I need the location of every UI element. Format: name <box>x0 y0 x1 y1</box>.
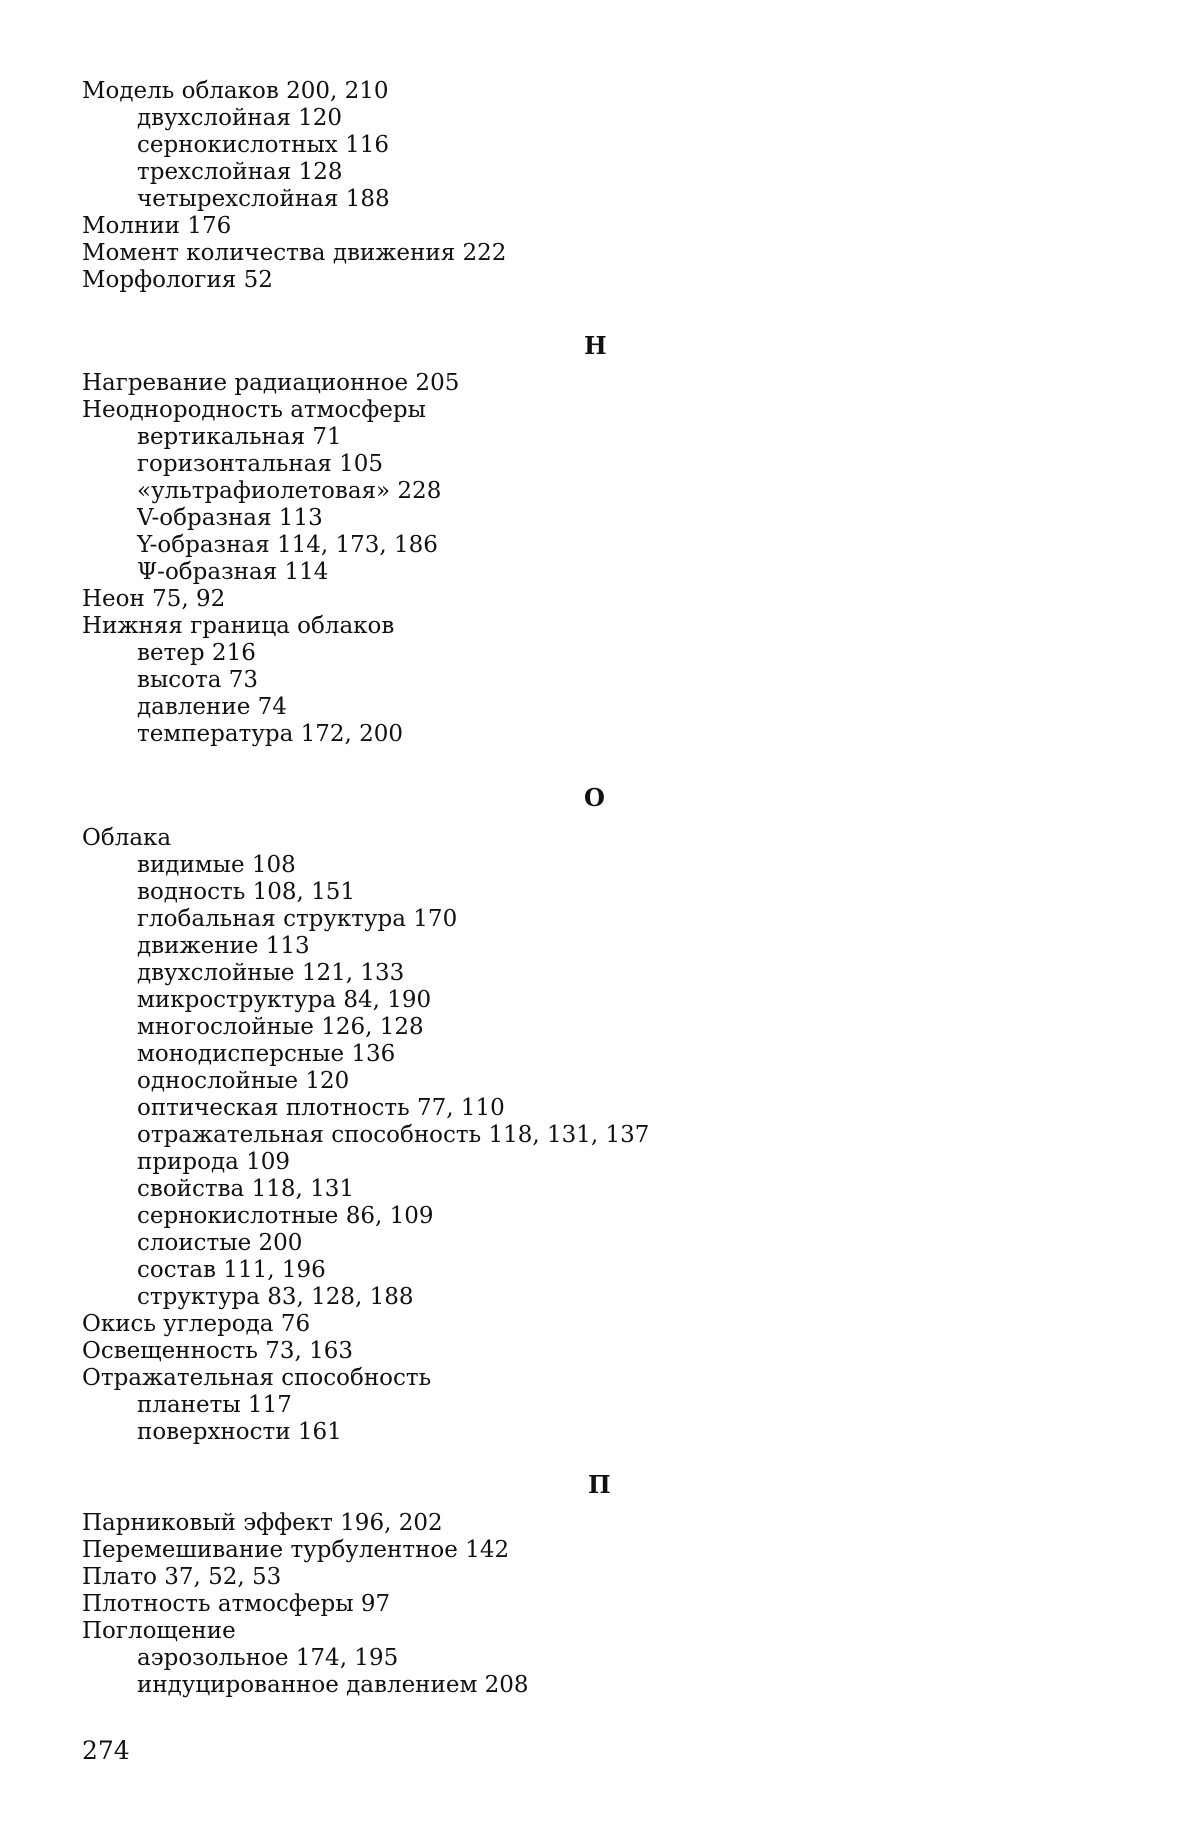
index-entry: Плато 37, 52, 53 <box>82 1564 282 1590</box>
index-subentry: водность 108, 151 <box>137 879 355 905</box>
index-subentry: Ψ-образная 114 <box>137 559 329 585</box>
index-subentry: однослойные 120 <box>137 1068 350 1094</box>
index-subentry: давление 74 <box>137 694 287 720</box>
section-letter-p: П <box>588 1470 611 1499</box>
index-entry: Нижняя граница облаков <box>82 613 395 639</box>
index-subentry: сернокислотные 86, 109 <box>137 1203 434 1229</box>
index-subentry: движение 113 <box>137 933 310 959</box>
index-subentry: слоистые 200 <box>137 1230 303 1256</box>
index-entry: Молнии 176 <box>82 213 232 239</box>
index-subentry: Y-образная 114, 173, 186 <box>137 532 438 558</box>
index-section-o <box>82 825 1082 1446</box>
index-entry: Окись углерода 76 <box>82 1311 311 1337</box>
index-entry: Плотность атмосферы 97 <box>82 1591 391 1617</box>
index-subentry: свойства 118, 131 <box>137 1176 355 1202</box>
index-subentry: трехслойная 128 <box>137 159 343 185</box>
index-subentry: вертикальная 71 <box>137 424 342 450</box>
page-number: 274 <box>82 1736 130 1765</box>
index-subentry: высота 73 <box>137 667 258 693</box>
section-letter-n: Н <box>584 331 607 360</box>
index-subentry: состав 111, 196 <box>137 1257 326 1283</box>
index-entry: Перемешивание турбулентное 142 <box>82 1537 510 1563</box>
index-entry: Облака <box>82 825 172 851</box>
index-entry: Парниковый эффект 196, 202 <box>82 1510 443 1536</box>
index-subentry: аэрозольное 174, 195 <box>137 1645 399 1671</box>
index-subentry: отражательная способность 118, 131, 137 <box>137 1122 650 1148</box>
index-entry: Отражательная способность <box>82 1365 432 1391</box>
index-subentry: структура 83, 128, 188 <box>137 1284 414 1310</box>
index-subentry: многослойные 126, 128 <box>137 1014 424 1040</box>
index-subentry: монодисперсные 136 <box>137 1041 396 1067</box>
index-subentry: горизонтальная 105 <box>137 451 384 477</box>
index-subentry: планеты 117 <box>137 1392 292 1418</box>
index-section-m <box>82 78 1082 294</box>
index-subentry: сернокислотных 116 <box>137 132 389 158</box>
index-entry: Момент количества движения 222 <box>82 240 507 266</box>
index-subentry: ветер 216 <box>137 640 256 666</box>
index-entry: Неоднородность атмосферы <box>82 397 426 423</box>
index-subentry: двухслойная 120 <box>137 105 343 131</box>
index-subentry: четырехслойная 188 <box>137 186 390 212</box>
index-entry: Морфология 52 <box>82 267 273 293</box>
index-entry: Модель облаков 200, 210 <box>82 78 389 104</box>
index-subentry: природа 109 <box>137 1149 291 1175</box>
index-entry: Поглощение <box>82 1618 236 1644</box>
index-entry: Неон 75, 92 <box>82 586 226 612</box>
index-subentry: температура 172, 200 <box>137 721 404 747</box>
index-entry: Освещенность 73, 163 <box>82 1338 354 1364</box>
index-entry: Нагревание радиационное 205 <box>82 370 460 396</box>
index-subentry: V-образная 113 <box>137 505 323 531</box>
index-subentry: видимые 108 <box>137 852 296 878</box>
index-subentry: индуцированное давлением 208 <box>137 1672 529 1698</box>
index-subentry: поверхности 161 <box>137 1419 342 1445</box>
index-subentry: глобальная структура 170 <box>137 906 458 932</box>
index-subentry: оптическая плотность 77, 110 <box>137 1095 505 1121</box>
index-section-p <box>82 1510 1082 1699</box>
index-subentry: «ультрафиолетовая» 228 <box>137 478 442 504</box>
index-subentry: микроструктура 84, 190 <box>137 987 432 1013</box>
index-subentry: двухслойные 121, 133 <box>137 960 405 986</box>
index-section-n <box>82 370 1082 748</box>
section-letter-o: О <box>584 783 605 812</box>
